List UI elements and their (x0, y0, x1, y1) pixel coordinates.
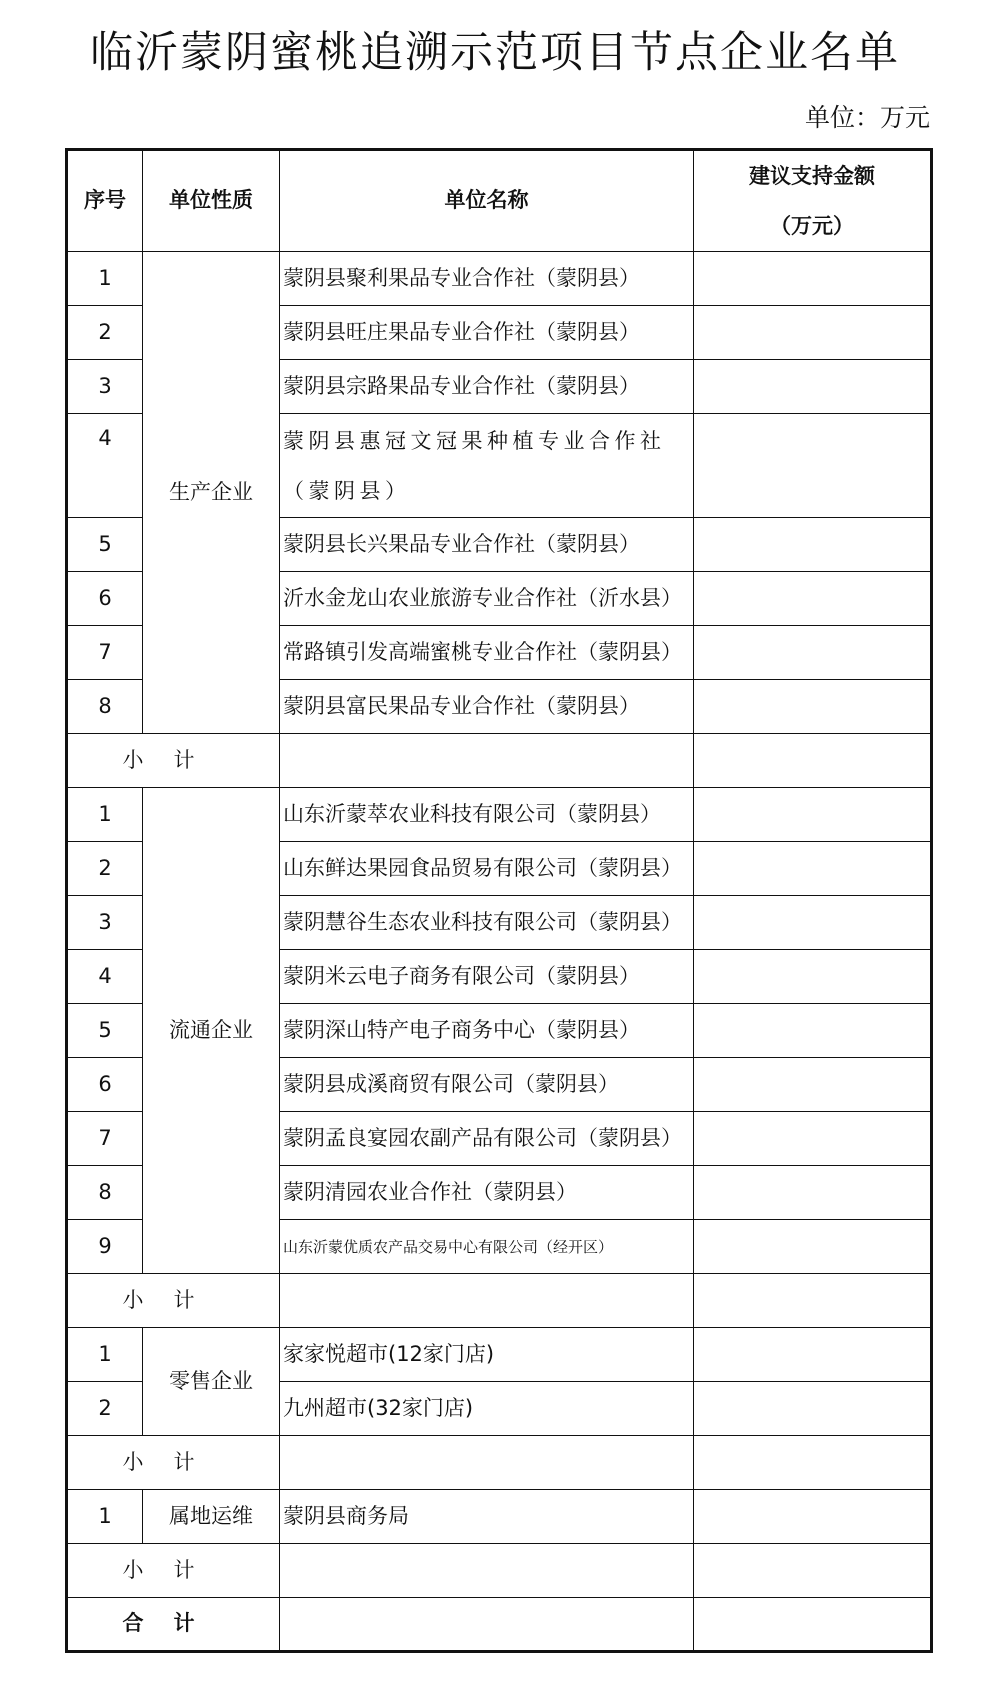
row-seq: 3 (67, 896, 143, 950)
row-name: 蒙阴米云电子商务有限公司（蒙阴县） (280, 950, 694, 1004)
row-amount (694, 252, 932, 306)
subtotal-name-cell (280, 1436, 694, 1490)
subtotal-label: 小计 (67, 1544, 280, 1598)
row-seq: 3 (67, 360, 143, 414)
row-name: 蒙阴深山特产电子商务中心（蒙阴县） (280, 1004, 694, 1058)
row-name: 家家悦超市(12家门店) (280, 1328, 694, 1382)
row-amount (694, 1004, 932, 1058)
row-name: 蒙阴孟良宴园农副产品有限公司（蒙阴县） (280, 1112, 694, 1166)
header-amount (694, 150, 932, 252)
row-name: 蒙阴县商务局 (280, 1490, 694, 1544)
row-seq: 6 (67, 572, 143, 626)
page-title: 临沂蒙阴蜜桃追溯示范项目节点企业名单 (90, 28, 900, 78)
row-seq: 1 (67, 1328, 143, 1382)
row-name: 蒙阴县富民果品专业合作社（蒙阴县） (280, 680, 694, 734)
header-row (67, 150, 932, 252)
row-name: 蒙阴县惠冠文冠果种植专业合作社（蒙阴县） (280, 414, 694, 518)
subtotal-amount (694, 1274, 932, 1328)
row-seq: 6 (67, 1058, 143, 1112)
row-amount (694, 306, 932, 360)
row-name: 蒙阴县宗路果品专业合作社（蒙阴县） (280, 360, 694, 414)
row-seq: 8 (67, 1166, 143, 1220)
subtotal-row (67, 1544, 932, 1598)
row-name: 山东鲜达果园食品贸易有限公司（蒙阴县） (280, 842, 694, 896)
grand-total-row (67, 1598, 932, 1652)
row-seq: 8 (67, 680, 143, 734)
row-name: 蒙阴县长兴果品专业合作社（蒙阴县） (280, 518, 694, 572)
header-name: 单位名称 (280, 150, 694, 252)
category-cell: 属地运维 (143, 1490, 280, 1544)
row-amount (694, 788, 932, 842)
grand-total-label: 合计 (67, 1598, 280, 1652)
subtotal-amount (694, 1544, 932, 1598)
row-seq: 2 (67, 306, 143, 360)
row-amount (694, 1166, 932, 1220)
row-name: 蒙阴县聚利果品专业合作社（蒙阴县） (280, 252, 694, 306)
row-seq: 1 (67, 788, 143, 842)
subtotal-name-cell (280, 1274, 694, 1328)
row-amount (694, 1058, 932, 1112)
subtotal-label: 小计 (67, 1436, 280, 1490)
subtotal-name-cell (280, 734, 694, 788)
row-amount (694, 1328, 932, 1382)
table-row (67, 1328, 932, 1382)
category-cell: 生产企业 (143, 252, 280, 734)
row-seq: 2 (67, 1382, 143, 1436)
row-amount (694, 360, 932, 414)
row-seq: 9 (67, 1220, 143, 1274)
row-amount (694, 414, 932, 518)
row-name: 沂水金龙山农业旅游专业合作社（沂水县） (280, 572, 694, 626)
row-name: 蒙阴县成溪商贸有限公司（蒙阴县） (280, 1058, 694, 1112)
category-cell: 流通企业 (143, 788, 280, 1274)
grand-total-name-cell (280, 1598, 694, 1652)
row-amount (694, 842, 932, 896)
row-amount (694, 1220, 932, 1274)
row-seq: 1 (67, 1490, 143, 1544)
enterprise-table (65, 148, 933, 1653)
row-seq: 5 (67, 518, 143, 572)
subtotal-amount (694, 1436, 932, 1490)
table-row (67, 252, 932, 306)
row-amount (694, 1112, 932, 1166)
grand-total-amount (694, 1598, 932, 1652)
row-name: 蒙阴慧谷生态农业科技有限公司（蒙阴县） (280, 896, 694, 950)
header-category: 单位性质 (143, 150, 280, 252)
row-amount (694, 896, 932, 950)
row-amount (694, 518, 932, 572)
subtotal-name-cell (280, 1544, 694, 1598)
header-amount-line2: （万元） (770, 214, 854, 238)
subtotal-row (67, 734, 932, 788)
subtotal-row (67, 1274, 932, 1328)
row-seq: 5 (67, 1004, 143, 1058)
row-amount (694, 626, 932, 680)
row-name: 山东沂蒙萃农业科技有限公司（蒙阴县） (280, 788, 694, 842)
row-seq: 2 (67, 842, 143, 896)
row-amount (694, 1382, 932, 1436)
row-amount (694, 1490, 932, 1544)
row-name: 蒙阴县旺庄果品专业合作社（蒙阴县） (280, 306, 694, 360)
row-amount (694, 950, 932, 1004)
table-row (67, 1490, 932, 1544)
row-name: 蒙阴清园农业合作社（蒙阴县） (280, 1166, 694, 1220)
row-name: 九州超市(32家门店) (280, 1382, 694, 1436)
header-amount-line1: 建议支持金额 (749, 164, 875, 188)
unit-label: 单位：万元 (804, 103, 930, 132)
header-seq: 序号 (67, 150, 143, 252)
subtotal-label: 小计 (67, 734, 280, 788)
table-row (67, 788, 932, 842)
row-seq: 7 (67, 1112, 143, 1166)
row-amount (694, 572, 932, 626)
row-seq: 4 (67, 414, 143, 518)
row-seq: 7 (67, 626, 143, 680)
subtotal-label: 小计 (67, 1274, 280, 1328)
row-seq: 1 (67, 252, 143, 306)
row-seq: 4 (67, 950, 143, 1004)
subtotal-row (67, 1436, 932, 1490)
category-cell: 零售企业 (143, 1328, 280, 1436)
row-name: 常路镇引发高端蜜桃专业合作社（蒙阴县） (280, 626, 694, 680)
row-amount (694, 680, 932, 734)
row-name: 山东沂蒙优质农产品交易中心有限公司（经开区） (280, 1220, 694, 1274)
subtotal-amount (694, 734, 932, 788)
